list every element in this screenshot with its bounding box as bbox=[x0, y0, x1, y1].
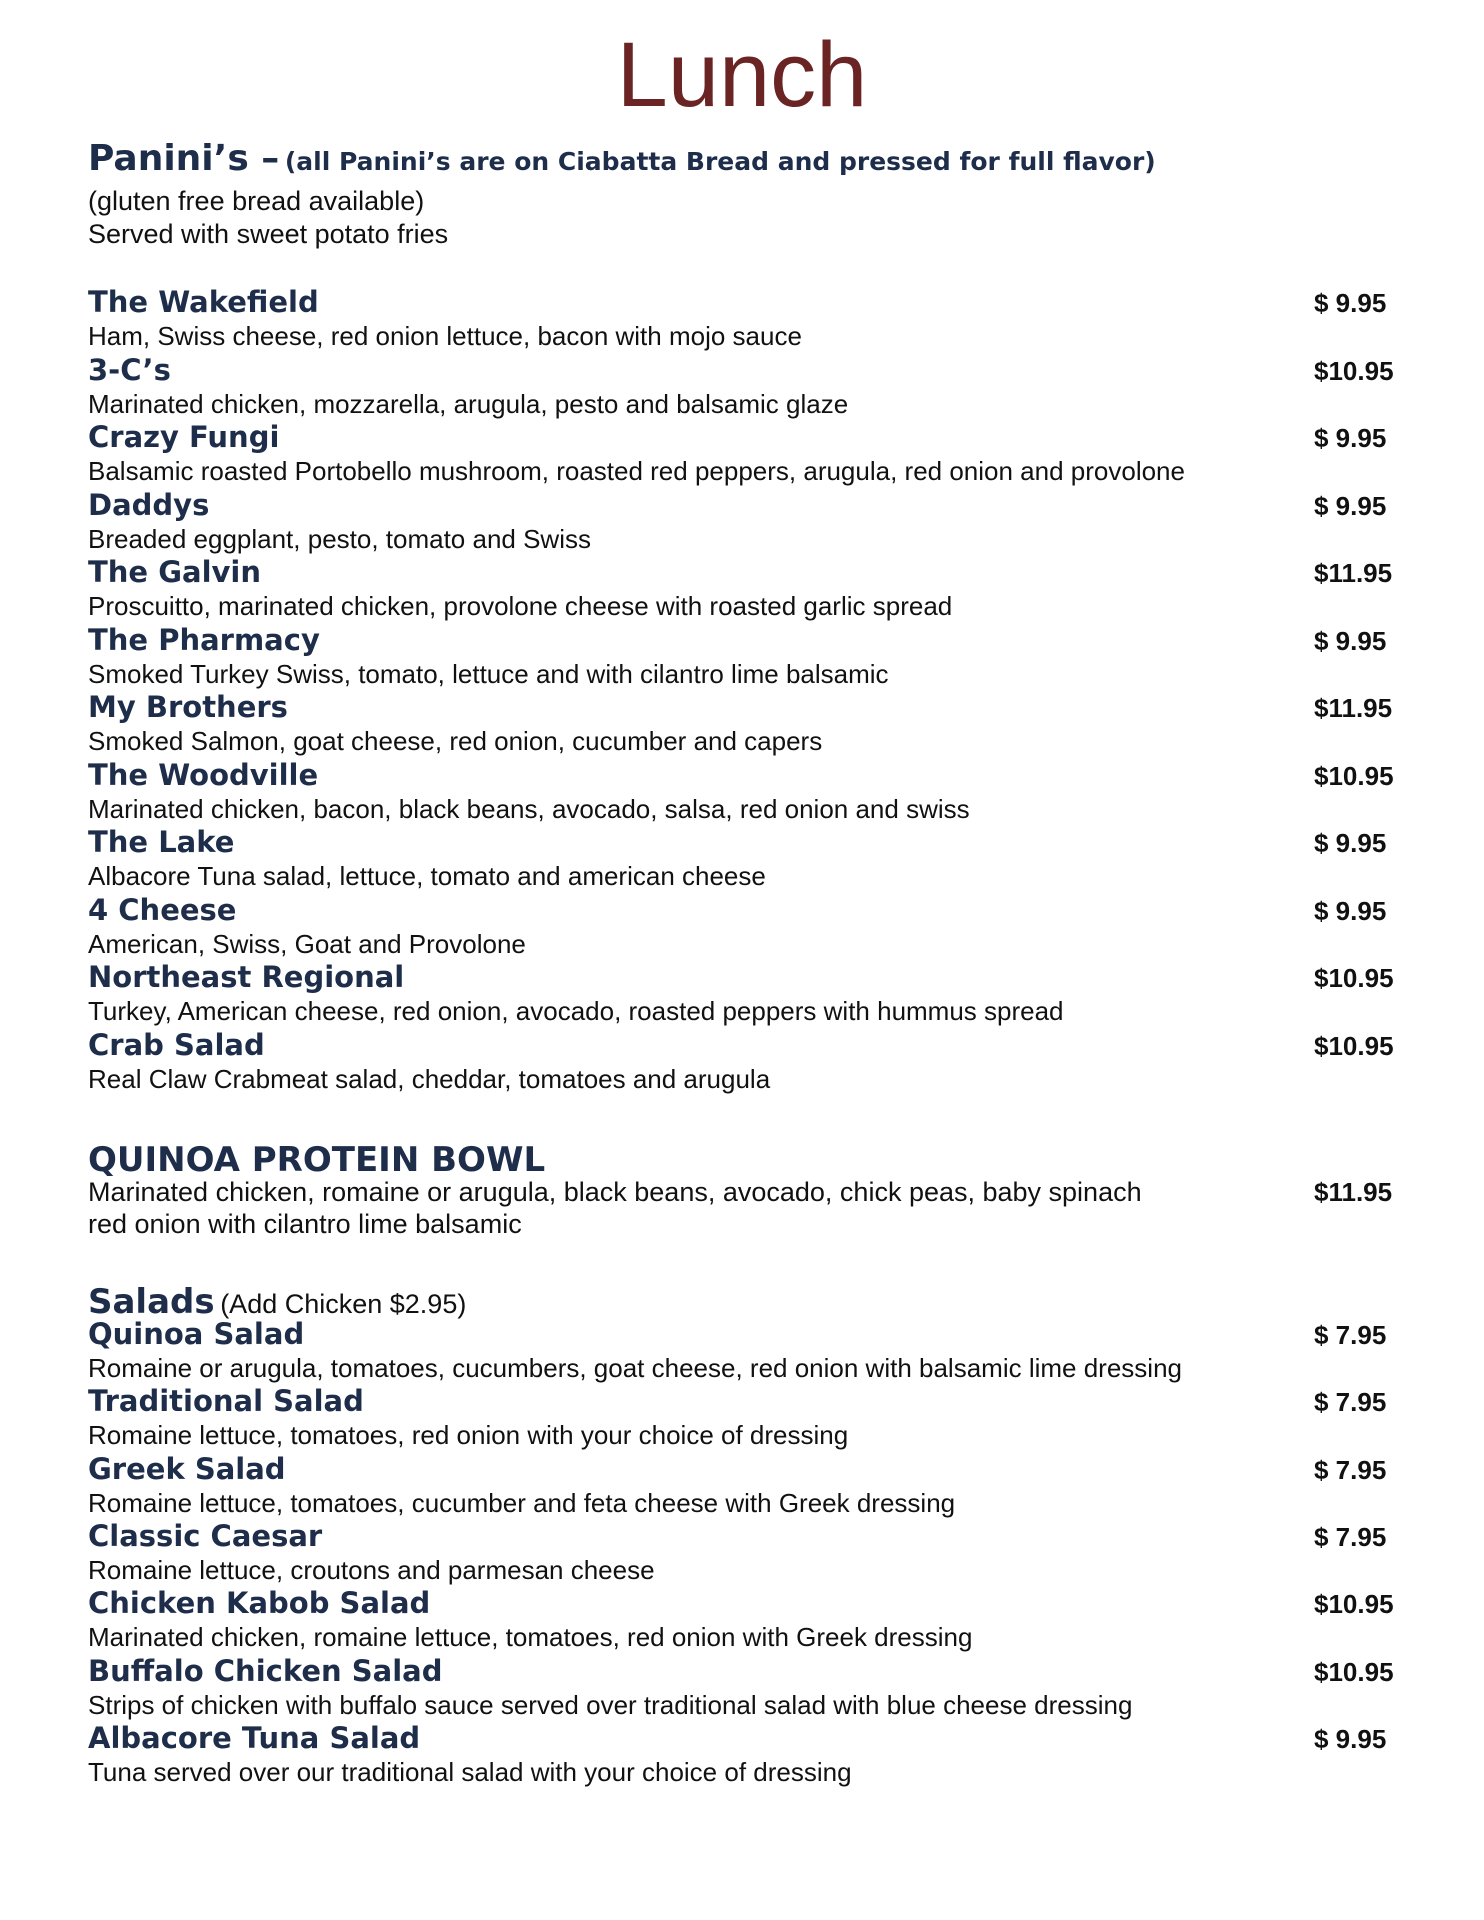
salad-item-description: Tuna served over our traditional salad with your choice of dressing bbox=[88, 1756, 852, 1787]
panini-item-price: $10.95 bbox=[1314, 760, 1394, 791]
panini-heading-note: (all Panini’s are on Ciabatta Bread and pressed for full flavor) bbox=[284, 147, 1156, 176]
panini-item bbox=[88, 420, 1418, 487]
panini-item-price: $ 9.95 bbox=[1314, 895, 1387, 926]
salad-item-name: Quinoa Salad bbox=[88, 1317, 305, 1351]
panini-item-price: $ 9.95 bbox=[1314, 625, 1387, 656]
panini-item bbox=[88, 623, 1418, 690]
panini-item-description: Marinated chicken, mozzarella, arugula, pesto and balsamic glaze bbox=[88, 388, 849, 419]
panini-item bbox=[88, 893, 1418, 960]
panini-item-name: 4 Cheese bbox=[88, 892, 237, 927]
panini-item-name: My Brothers bbox=[88, 690, 288, 724]
panini-item-description: Smoked Salmon, goat cheese, red onion, cucumber and capers bbox=[88, 726, 823, 756]
salad-item bbox=[88, 1384, 1418, 1451]
panini-item-description: Turkey, American cheese, red onion, avocado, roasted peppers with hummus spread bbox=[88, 996, 1064, 1026]
salad-item-description: Romaine lettuce, tomatoes, cucumber and feta cheese with Greek dressing bbox=[88, 1487, 956, 1518]
panini-item-name: The Lake bbox=[88, 825, 235, 859]
salad-item bbox=[88, 1586, 1418, 1653]
salad-item-price: $10.95 bbox=[1314, 1656, 1394, 1687]
salad-item-name: Classic Caesar bbox=[88, 1518, 323, 1553]
salad-item bbox=[88, 1452, 1418, 1519]
panini-item-description: Breaded eggplant, pesto, tomato and Swiss bbox=[88, 523, 591, 554]
salad-item-name: Albacore Tuna Salad bbox=[88, 1720, 421, 1755]
salad-item-price: $10.95 bbox=[1314, 1589, 1394, 1620]
panini-item bbox=[88, 285, 1418, 352]
panini-item-name: The Wakefield bbox=[88, 285, 319, 319]
salad-item-description: Strips of chicken with buffalo sauce served over traditional salad with blue cheese dressing bbox=[88, 1689, 1133, 1720]
panini-item-price: $ 9.95 bbox=[1314, 828, 1387, 858]
panini-item-description: Ham, Swiss cheese, red onion lettuce, bacon with mojo sauce bbox=[88, 321, 802, 351]
panini-item-description: Marinated chicken, bacon, black beans, avocado, salsa, red onion and swiss bbox=[88, 793, 970, 824]
panini-item-name: Crazy Fungi bbox=[88, 420, 280, 454]
panini-item-description: Real Claw Crabmeat salad, cheddar, tomatoes and arugula bbox=[88, 1063, 771, 1094]
panini-item-price: $11.95 bbox=[1314, 693, 1393, 723]
panini-item-name: The Pharmacy bbox=[88, 622, 320, 657]
salad-item bbox=[88, 1721, 1418, 1788]
salad-item-description: Romaine lettuce, tomatoes, red onion with your choice of dressing bbox=[88, 1420, 849, 1451]
salad-item bbox=[88, 1654, 1418, 1721]
quinoa-bowl-desc-line1: Marinated chicken, romaine or arugula, black beans, avocado, chick peas, baby spinach bbox=[88, 1177, 1142, 1207]
panini-item-name: Daddys bbox=[88, 487, 210, 522]
panini-item bbox=[88, 825, 1418, 892]
panini-item bbox=[88, 960, 1418, 1027]
panini-item-price: $ 9.95 bbox=[1314, 490, 1387, 521]
panini-item-name: Crab Salad bbox=[88, 1027, 265, 1062]
panini-heading-text: Panini’s – bbox=[88, 138, 280, 179]
panini-item-description: Albacore Tuna salad, lettuce, tomato and american cheese bbox=[88, 861, 766, 891]
panini-item bbox=[88, 555, 1418, 622]
salad-item-price: $ 9.95 bbox=[1314, 1723, 1387, 1754]
panini-item-description: American, Swiss, Goat and Provolone bbox=[88, 928, 526, 959]
salad-item-name: Chicken Kabob Salad bbox=[88, 1586, 431, 1621]
quinoa-bowl-heading: QUINOA PROTEIN BOWL bbox=[88, 1140, 546, 1180]
salad-item-name: Traditional Salad bbox=[88, 1384, 364, 1419]
panini-item-name: The Galvin bbox=[88, 555, 261, 589]
panini-section-heading bbox=[88, 137, 1156, 181]
panini-item bbox=[88, 1028, 1418, 1095]
panini-item-description: Smoked Turkey Swiss, tomato, lettuce and with cilantro lime balsamic bbox=[88, 658, 889, 689]
panini-item bbox=[88, 488, 1418, 555]
salads-heading-note: (Add Chicken $2.95) bbox=[220, 1289, 467, 1319]
panini-item bbox=[88, 690, 1418, 757]
panini-item-price: $10.95 bbox=[1314, 1030, 1394, 1061]
salad-item-price: $ 7.95 bbox=[1314, 1387, 1387, 1418]
panini-item-price: $ 9.95 bbox=[1314, 423, 1387, 453]
panini-item-description: Proscuitto, marinated chicken, provolone cheese with roasted garlic spread bbox=[88, 591, 953, 621]
panini-item bbox=[88, 758, 1418, 825]
panini-item-price: $10.95 bbox=[1314, 963, 1394, 993]
salad-item-price: $ 7.95 bbox=[1314, 1454, 1387, 1485]
salad-item-description: Marinated chicken, romaine lettuce, tomatoes, red onion with Greek dressing bbox=[88, 1622, 973, 1653]
salad-item-description: Romaine or arugula, tomatoes, cucumbers, goat cheese, red onion with balsamic lime dressing bbox=[88, 1353, 1182, 1383]
panini-item-description: Balsamic roasted Portobello mushroom, roasted red peppers, arugula, red onion and provolone bbox=[88, 456, 1185, 486]
panini-item-price: $10.95 bbox=[1314, 355, 1394, 386]
salad-item-description: Romaine lettuce, croutons and parmesan cheese bbox=[88, 1554, 655, 1585]
gluten-free-note: (gluten free bread available) bbox=[88, 186, 425, 216]
salad-item-price: $ 7.95 bbox=[1314, 1320, 1387, 1350]
panini-item-price: $ 9.95 bbox=[1314, 288, 1387, 318]
panini-item-price: $11.95 bbox=[1314, 558, 1393, 588]
salad-item-name: Buffalo Chicken Salad bbox=[88, 1653, 443, 1688]
salad-item-price: $ 7.95 bbox=[1314, 1521, 1387, 1552]
quinoa-bowl-desc-line2: red onion with cilantro lime balsamic bbox=[88, 1209, 522, 1239]
salad-item bbox=[88, 1317, 1418, 1384]
salads-heading-text: Salads bbox=[88, 1282, 215, 1322]
quinoa-bowl-price: $11.95 bbox=[1314, 1177, 1393, 1207]
panini-item-name: 3-C’s bbox=[88, 352, 171, 387]
page-title: Lunch bbox=[616, 24, 868, 126]
panini-item-name: The Woodville bbox=[88, 757, 319, 792]
panini-item bbox=[88, 353, 1418, 420]
salad-item bbox=[88, 1519, 1418, 1586]
panini-item-name: Northeast Regional bbox=[88, 960, 405, 994]
fries-note: Served with sweet potato fries bbox=[88, 219, 449, 249]
salad-item-name: Greek Salad bbox=[88, 1451, 286, 1486]
